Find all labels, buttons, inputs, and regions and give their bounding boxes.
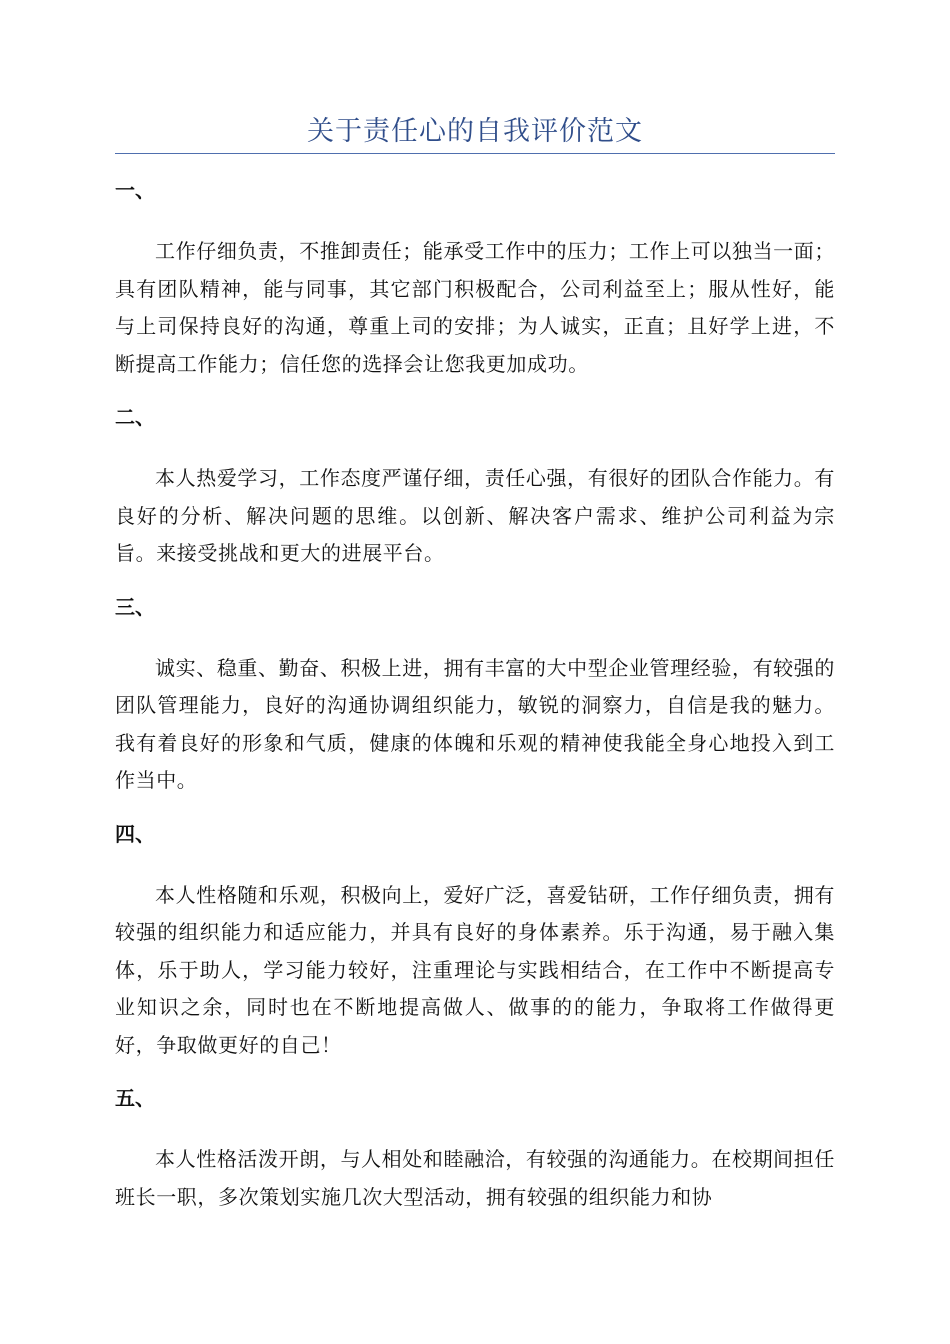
document-title: 关于责任心的自我评价范文 [307,116,643,147]
section-heading-4: 四、 [115,821,155,846]
section-paragraph-4: 本人性格随和乐观，积极向上，爱好广泛，喜爱钻研，工作仔细负责，拥有较强的组织能力和适应能力，并具有良好的身体素养。乐于沟通，易于融入集体，乐于助人，学习能力较好，注重理论与实践相结合，在工作中不断提高专业知识之余，同时也在不断地提高做人、做事的的能力，争取将工作做得更好，争取做更好的自己！ [115,882,835,1057]
section-heading-3: 三、 [115,594,155,619]
section-paragraph-2: 本人热爱学习，工作态度严谨仔细，责任心强，有很好的团队合作能力。有良好的分析、解决问题的思维。以创新、解决客户需求、维护公司利益为宗旨。来接受挑战和更大的进展平台。 [115,466,835,565]
section-heading-5: 五、 [115,1086,155,1110]
section-heading-1: 一、 [115,178,155,202]
section-paragraph-3: 诚实、稳重、勤奋、积极上进，拥有丰富的大中型企业管理经验，有较强的团队管理能力，良好的沟通协调组织能力，敏锐的洞察力，自信是我的魅力。我有着良好的形象和气质，健康的体魄和乐观的精神使我能全身心地投入到工作当中。 [115,655,835,792]
section-paragraph-5: 本人性格活泼开朗，与人相处和睦融洽，有较强的沟通能力。在校期间担任班长一职，多次策划实施几次大型活动，拥有较强的组织能力和协 [115,1147,835,1209]
section-paragraph-1: 工作仔细负责，不推卸责任；能承受工作中的压力；工作上可以独当一面；具有团队精神，能与同事，其它部门积极配合，公司利益至上；服从性好，能与上司保持良好的沟通，尊重上司的安排；为人诚实，正直；且好学上进，不断提高工作能力；信任您的选择会让您我更加成功。 [115,239,835,376]
document-body [115,172,835,1216]
section-heading-2: 二、 [115,405,155,429]
title-underline [115,153,835,154]
